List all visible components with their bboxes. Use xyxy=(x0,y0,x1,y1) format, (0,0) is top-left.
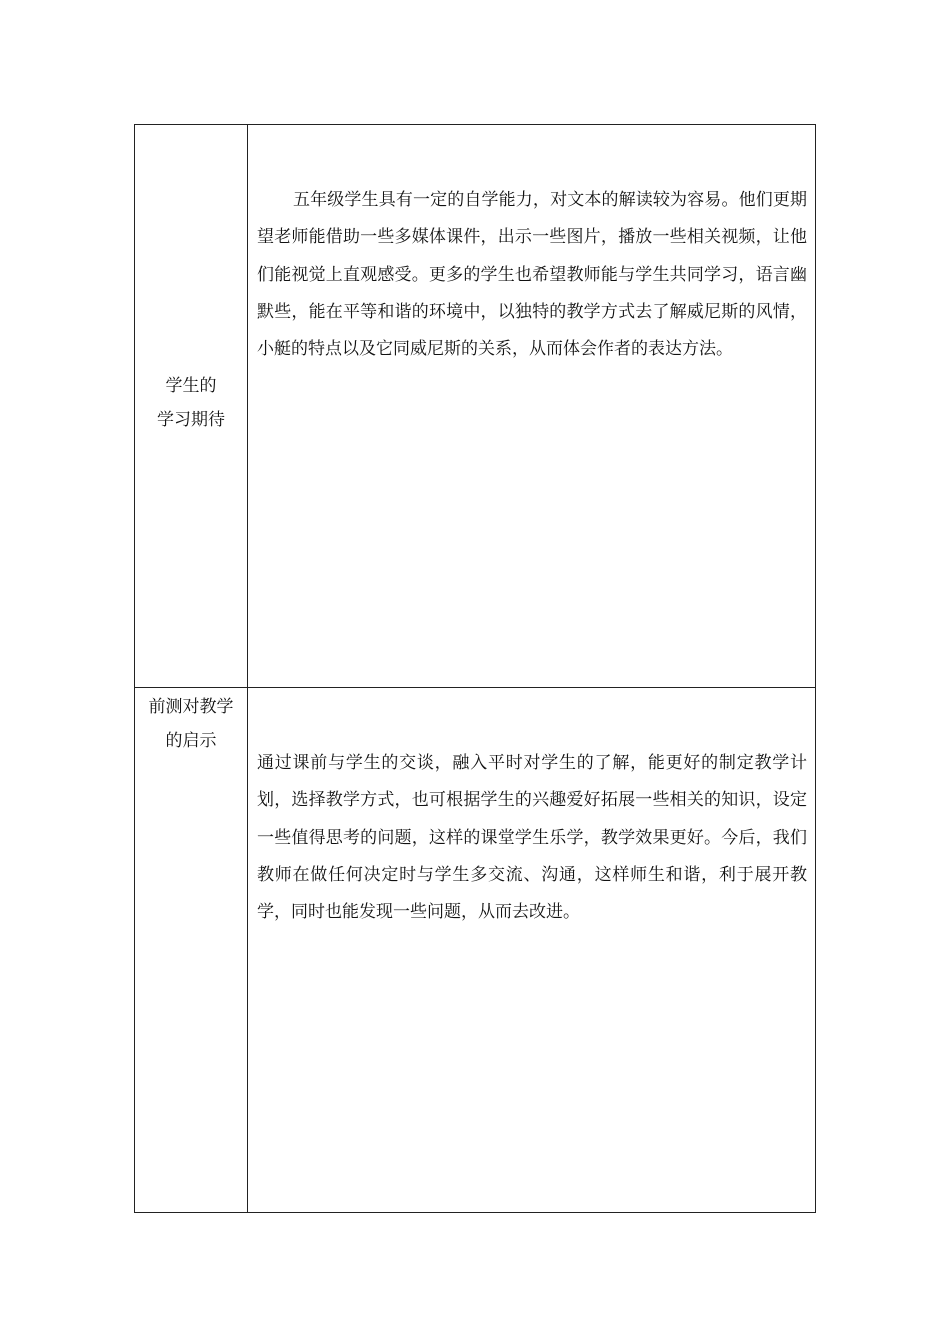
row-label-learning-expectation xyxy=(135,125,247,437)
row-content-teaching-insight: 通过课前与学生的交谈，融入平时对学生的了解，能更好的制定教学计划，选择教学方式，也可根据学生的兴趣爱好拓展一些相关的知识，设定一些值得思考的问题，这样的课堂学生乐学，教学效果更好。今后，我们教师在做任何决定时与学生多交流、沟通，这样师生和谐，利于展开教学，同时也能发现一些问题，从而去改进。 xyxy=(257,753,807,923)
row-label-cell xyxy=(135,688,248,1213)
row-label-cell xyxy=(135,125,248,688)
row-label-teaching-insight xyxy=(135,688,247,758)
table-row xyxy=(135,125,816,688)
info-table xyxy=(134,124,816,1213)
row-content-cell xyxy=(248,125,816,688)
row-content-cell xyxy=(248,688,816,1213)
row-label-line: 学生的 xyxy=(165,376,217,396)
table-row xyxy=(135,688,816,1213)
row-label-line: 学习期待 xyxy=(157,410,225,430)
row-label-line: 前测对教学 xyxy=(148,697,234,717)
row-content-learning-expectation: 五年级学生具有一定的自学能力，对文本的解读较为容易。他们更期望老师能借助一些多媒体课件，出示一些图片，播放一些相关视频，让他们能视觉上直观感受。更多的学生也希望教师能与学生共同学习，语言幽默些，能在平等和谐的环境中，以独特的教学方式去了解威尼斯的风情，小艇的特点以及它同威尼斯的关系，从而体会作者的表达方法。 xyxy=(257,190,807,360)
row-label-line: 的启示 xyxy=(165,731,217,751)
